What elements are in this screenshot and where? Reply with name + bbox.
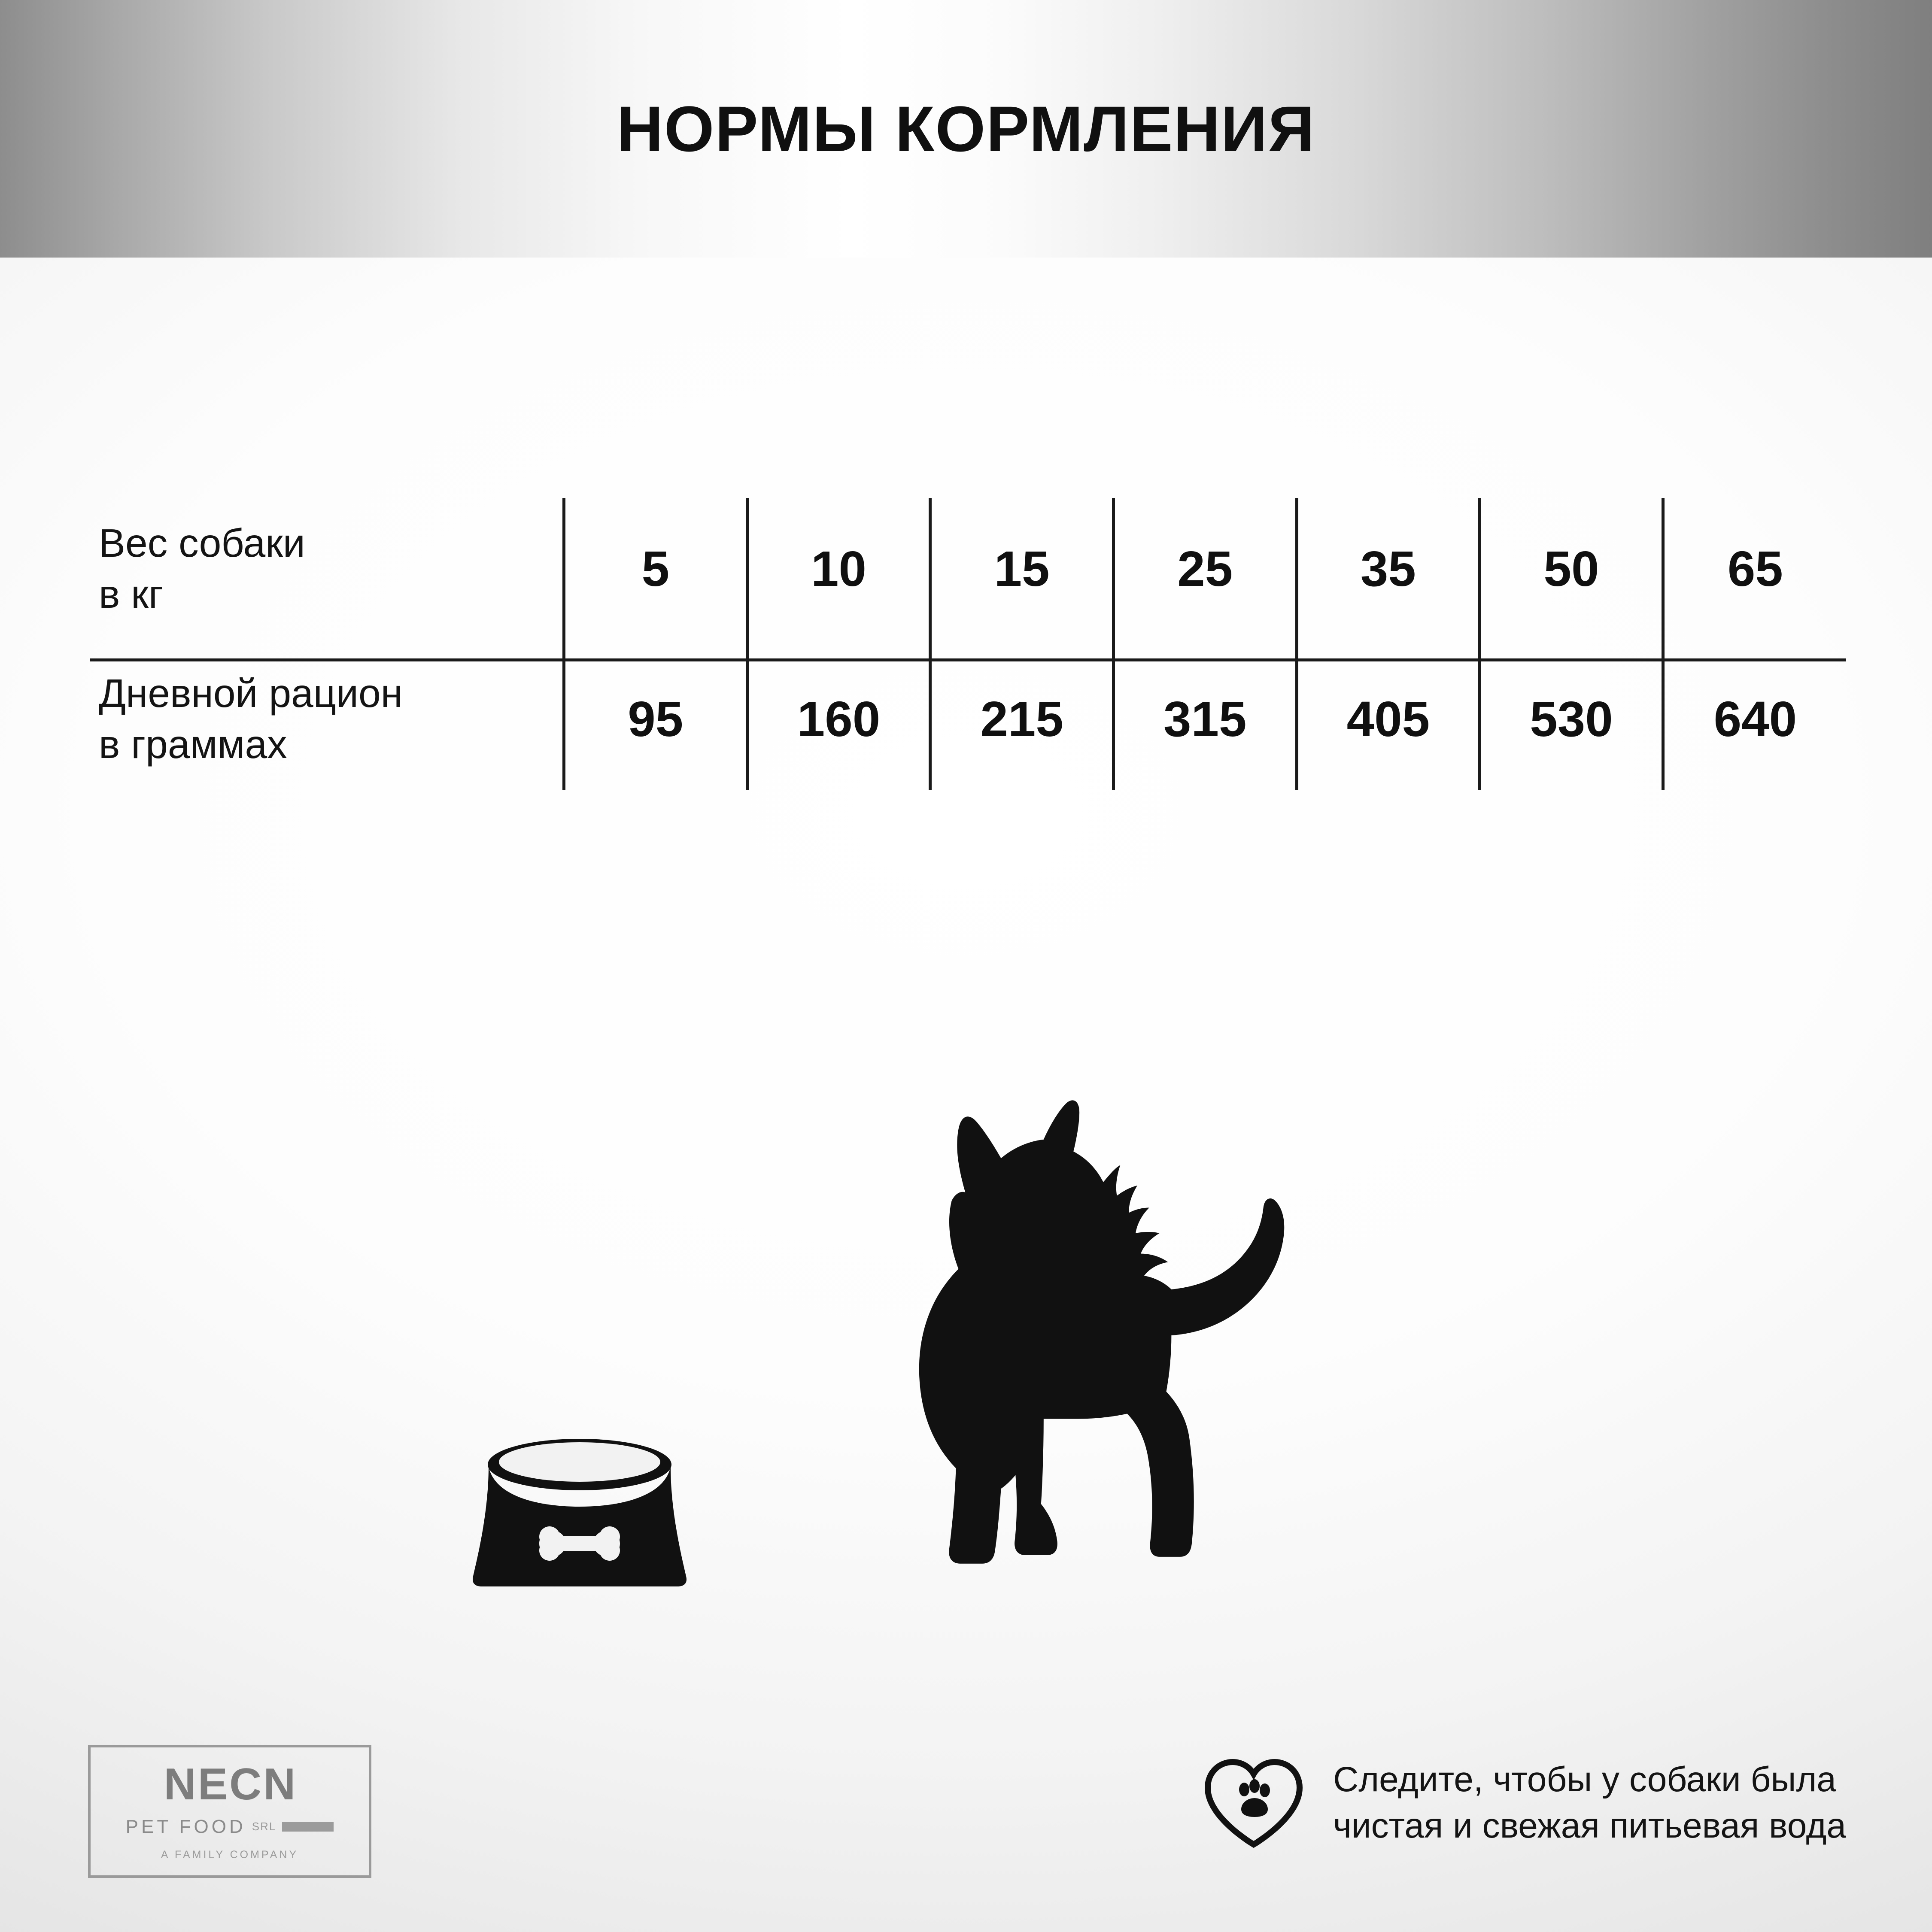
weight-cell-1: 5 xyxy=(564,498,747,644)
heart-with-paw-icon xyxy=(1200,1753,1307,1852)
feeding-table xyxy=(90,498,1846,790)
weight-cell-6: 50 xyxy=(1480,498,1663,644)
ration-cell-2: 160 xyxy=(747,644,930,790)
ration-cell-6: 530 xyxy=(1480,644,1663,790)
illustration-area xyxy=(0,1039,1932,1670)
water-reminder-note xyxy=(1200,1753,1846,1852)
dog-bowl-with-bone-icon xyxy=(464,1425,696,1597)
weight-cell-3: 15 xyxy=(930,498,1114,644)
ration-cell-3: 215 xyxy=(930,644,1114,790)
logo-name-part2: N xyxy=(263,1759,296,1809)
logo-subtitle-row xyxy=(126,1816,334,1838)
page-title: НОРМЫ КОРМЛЕНИЯ xyxy=(617,93,1315,165)
logo-subtitle: PET FOOD xyxy=(125,1816,246,1837)
weight-cell-4: 25 xyxy=(1113,498,1297,644)
ration-cell-1: 95 xyxy=(564,644,747,790)
row-label-weight-line1: Вес собаки xyxy=(99,520,305,565)
row-label-ration-line2: в граммах xyxy=(99,722,287,767)
feeding-table-wrapper xyxy=(90,498,1846,790)
table-divider xyxy=(90,658,1846,661)
ration-cell-7: 640 xyxy=(1663,644,1846,790)
logo-name-part1: NEC xyxy=(164,1759,264,1809)
logo-bar-decoration xyxy=(282,1822,334,1832)
table-row-weight xyxy=(90,498,1846,644)
logo-name xyxy=(164,1759,296,1809)
logo-tagline: A FAMILY COMPANY xyxy=(161,1848,299,1861)
table-row-ration xyxy=(90,644,1846,790)
dog-silhouette-icon xyxy=(829,1073,1344,1601)
ration-cell-4: 315 xyxy=(1113,644,1297,790)
header-banner xyxy=(0,0,1932,258)
ration-cell-5: 405 xyxy=(1297,644,1480,790)
row-label-weight-line2: в кг xyxy=(99,572,163,616)
water-reminder-line1: Следите, чтобы у собаки была xyxy=(1333,1759,1836,1799)
row-label-ration-line1: Дневной рацион xyxy=(99,670,403,716)
water-reminder-line2: чистая и свежая питьевая вода xyxy=(1333,1806,1846,1845)
logo-srl: SRL xyxy=(252,1820,276,1833)
row-label-weight xyxy=(90,498,564,644)
weight-cell-7: 65 xyxy=(1663,498,1846,644)
row-label-ration xyxy=(90,644,564,790)
necon-logo xyxy=(88,1745,371,1878)
weight-cell-5: 35 xyxy=(1297,498,1480,644)
water-reminder-text xyxy=(1333,1756,1846,1849)
weight-cell-2: 10 xyxy=(747,498,930,644)
